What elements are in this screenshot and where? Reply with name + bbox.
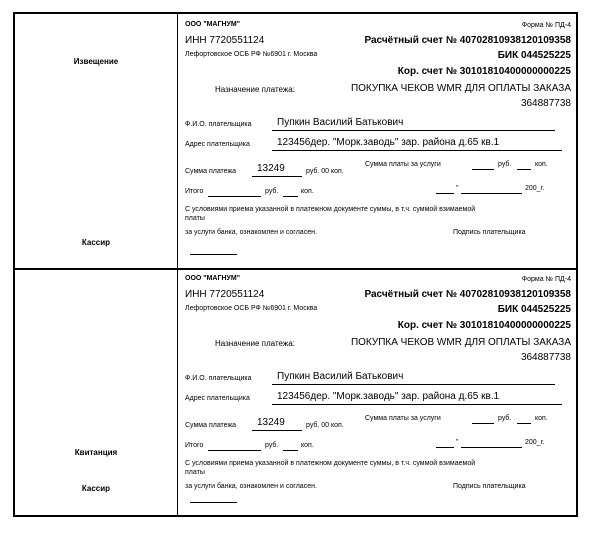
payment-form-pd4 xyxy=(13,12,578,517)
date-year: 200_г. xyxy=(525,439,545,446)
fio-underline xyxy=(272,384,555,385)
sum-underline xyxy=(252,176,302,177)
address-label: Адрес плательщика xyxy=(185,395,250,402)
terms-line-2: платы xyxy=(185,215,205,222)
address-value: 123456дер. "Морк.заводь" зар. района д.65 кв.1 xyxy=(277,137,500,148)
terms-line-2: платы xyxy=(185,469,205,476)
receipt-section xyxy=(185,271,571,521)
fee-rub-blank xyxy=(472,423,494,424)
fee-rub: руб. xyxy=(498,161,512,168)
total-kop: коп. xyxy=(301,442,314,449)
fee-label: Сумма платы за услуги xyxy=(365,415,441,422)
total-rub-blank xyxy=(208,450,261,451)
address-label: Адрес плательщика xyxy=(185,141,250,148)
inn: ИНН 7720551124 xyxy=(185,35,265,46)
cashier-caption: Кассир xyxy=(81,238,111,247)
signature-label: Подпись плательщика xyxy=(453,229,526,236)
address-underline xyxy=(272,404,562,405)
corr-account: Кор. счет № 30101810400000000225 xyxy=(397,66,571,77)
fee-kop-blank xyxy=(517,169,531,170)
fee-label: Сумма платы за услуги xyxy=(365,161,441,168)
terms-line-1: С условиями приема указанной в платежном документе суммы, в т.ч. суммой взимаемой xyxy=(185,460,476,467)
address-value: 123456дер. "Морк.заводь" зар. района д.65 кв.1 xyxy=(277,391,500,402)
total-rub: руб. xyxy=(265,188,279,195)
fee-rub: руб. xyxy=(498,415,512,422)
sum-suffix: руб. 00 коп. xyxy=(306,168,344,175)
fio-value: Пупкин Василий Батькович xyxy=(277,117,404,128)
total-rub: руб. xyxy=(265,442,279,449)
total-label: Итого xyxy=(185,442,204,449)
fee-rub-blank xyxy=(472,169,494,170)
date-year: 200_г. xyxy=(525,185,545,192)
company-name: ООО "МАГНУМ" xyxy=(185,21,241,28)
date-quote: " xyxy=(456,439,459,446)
sum-value: 13249 xyxy=(257,163,285,174)
sum-label: Сумма платежа xyxy=(185,422,237,429)
purpose-value: ПОКУПКА ЧЕКОВ WMR ДЛЯ ОПЛАТЫ ЗАКАЗА xyxy=(350,337,571,348)
total-kop: коп. xyxy=(301,188,314,195)
total-label: Итого xyxy=(185,188,204,195)
fee-kop: коп. xyxy=(535,415,548,422)
terms-line-3: за услуги банка, ознакомлен и согласен. xyxy=(185,229,317,236)
total-rub-blank xyxy=(208,196,261,197)
account-number: Расчётный счет № 40702810938120109358 xyxy=(364,289,571,300)
terms-line-3: за услуги банка, ознакомлен и согласен. xyxy=(185,483,317,490)
receipt-caption: Квитанция xyxy=(74,448,118,457)
fee-kop: коп. xyxy=(535,161,548,168)
fio-label: Ф.И.О. плательщика xyxy=(185,375,252,382)
sum-underline xyxy=(252,430,302,431)
fee-kop-blank xyxy=(517,423,531,424)
bank-name: Лефортовское ОСБ РФ №6901 г. Москва xyxy=(185,51,318,58)
sum-label: Сумма платежа xyxy=(185,168,237,175)
inn: ИНН 7720551124 xyxy=(185,289,265,300)
form-number: Форма № ПД-4 xyxy=(521,276,571,283)
date-month-blank xyxy=(461,447,522,448)
form-number: Форма № ПД-4 xyxy=(521,22,571,29)
date-day-blank xyxy=(436,447,454,448)
fio-value: Пупкин Василий Батькович xyxy=(277,371,404,382)
total-kop-blank xyxy=(283,196,298,197)
date-month-blank xyxy=(461,193,522,194)
bank-name: Лефортовское ОСБ РФ №6901 г. Москва xyxy=(185,305,318,312)
date-day-blank xyxy=(436,193,454,194)
notice-caption: Извещение xyxy=(73,57,119,66)
purpose-label: Назначение платежа: xyxy=(215,339,295,348)
column-divider xyxy=(177,14,178,515)
notice-section xyxy=(185,17,571,267)
fio-underline xyxy=(272,130,555,131)
section-divider xyxy=(15,268,576,270)
date-quote: " xyxy=(456,185,459,192)
sum-suffix: руб. 00 коп. xyxy=(306,422,344,429)
bik: БИК 044525225 xyxy=(497,50,571,61)
purpose-value-order: 364887738 xyxy=(520,352,571,363)
fio-label: Ф.И.О. плательщика xyxy=(185,121,252,128)
bik: БИК 044525225 xyxy=(497,304,571,315)
corr-account: Кор. счет № 30101810400000000225 xyxy=(397,320,571,331)
sum-value: 13249 xyxy=(257,417,285,428)
terms-line-1: С условиями приема указанной в платежном документе суммы, в т.ч. суммой взимаемой xyxy=(185,206,476,213)
purpose-value: ПОКУПКА ЧЕКОВ WMR ДЛЯ ОПЛАТЫ ЗАКАЗА xyxy=(350,83,571,94)
total-kop-blank xyxy=(283,450,298,451)
address-underline xyxy=(272,150,562,151)
signature-label: Подпись плательщика xyxy=(453,483,526,490)
account-number: Расчётный счет № 40702810938120109358 xyxy=(364,35,571,46)
purpose-label: Назначение платежа: xyxy=(215,85,295,94)
company-name: ООО "МАГНУМ" xyxy=(185,275,241,282)
cashier-caption: Кассир xyxy=(81,484,111,493)
purpose-value-order: 364887738 xyxy=(520,98,571,109)
